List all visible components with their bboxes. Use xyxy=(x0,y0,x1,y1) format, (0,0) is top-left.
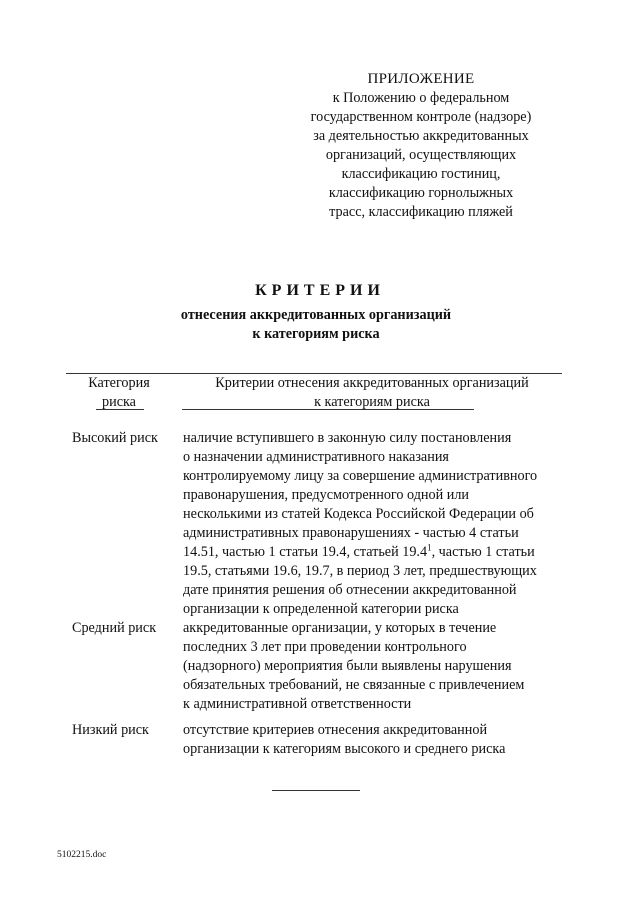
row-category-low: Низкий риск xyxy=(72,722,149,738)
appendix-block xyxy=(296,70,546,222)
appendix-line: за деятельностью аккредитованных xyxy=(313,128,529,144)
criteria-line: к административной ответственности xyxy=(183,696,412,712)
document-title: КРИТЕРИИ xyxy=(255,282,385,299)
criteria-line: о назначении административного наказания xyxy=(183,449,449,465)
criteria-line: аккредитованные организации, у которых в течение xyxy=(183,620,497,636)
appendix-line: классификацию горнолыжных xyxy=(328,185,514,201)
criteria-line-part: , частью 1 статьи xyxy=(431,544,535,560)
row-criteria-medium xyxy=(183,619,563,714)
criteria-line: контролируемому лицу за совершение административного xyxy=(183,468,538,484)
appendix-line: государственном контроле (надзоре) xyxy=(310,109,532,125)
header-criteria-line: к категориям риска xyxy=(314,394,430,410)
header-category-line: Категория xyxy=(88,375,150,391)
appendix-line: трасс, классификацию пляжей xyxy=(329,204,513,220)
criteria-line: (надзорного) мероприятия были выявлены нарушения xyxy=(183,658,512,674)
criteria-line: несколькими из статей Кодекса Российской Федерации об xyxy=(183,506,534,522)
subtitle-line: отнесения аккредитованных организаций xyxy=(180,307,452,323)
criteria-line: 19.5, статьями 19.6, 19.7, в период 3 лет, предшествующих xyxy=(183,563,537,579)
criteria-line: дате принятия решения об отнесении аккредитованной xyxy=(183,582,517,598)
criteria-line: административных правонарушениях - частью 4 статьи xyxy=(183,525,519,541)
header-underline-criteria xyxy=(182,409,474,410)
criteria-line: отсутствие критериев отнесения аккредитованной xyxy=(183,722,488,738)
criteria-line: последних 3 лет при проведении контрольного xyxy=(183,639,467,655)
row-category-medium: Средний риск xyxy=(72,620,157,636)
row-criteria-high xyxy=(183,429,563,619)
row-criteria-low xyxy=(183,721,563,759)
row-category-high: Высокий риск xyxy=(72,430,158,446)
document-end-rule xyxy=(272,790,360,791)
footer-file-code: 5102215.doc xyxy=(57,850,107,860)
criteria-line-part: 14.51, частью 1 статьи 19.4, статьей 19.4 xyxy=(183,544,428,560)
criteria-line: организации к определенной категории риска xyxy=(183,601,459,617)
header-category-line: риска xyxy=(102,394,136,410)
appendix-line: к Положению о федеральном xyxy=(332,90,510,106)
article-superscript: 1 xyxy=(427,542,432,553)
header-criteria xyxy=(182,374,562,412)
header-category xyxy=(64,374,174,412)
criteria-line: правонарушения, предусмотренного одной или xyxy=(183,487,470,503)
header-underline-category xyxy=(96,409,144,410)
header-criteria-line: Критерии отнесения аккредитованных организаций xyxy=(215,375,529,391)
appendix-line: организаций, осуществляющих xyxy=(325,147,517,163)
criteria-line: организации к категориям высокого и среднего риска xyxy=(183,741,506,757)
criteria-line: обязательных требований, не связанные с привлечением xyxy=(183,677,525,693)
criteria-line xyxy=(183,543,563,562)
appendix-title: ПРИЛОЖЕНИЕ xyxy=(367,71,475,87)
criteria-line: наличие вступившего в законную силу постановления xyxy=(183,430,512,446)
subtitle-line: к категориям риска xyxy=(252,326,380,342)
appendix-line: классификацию гостиниц, xyxy=(341,166,501,182)
document-subtitle xyxy=(0,306,632,344)
